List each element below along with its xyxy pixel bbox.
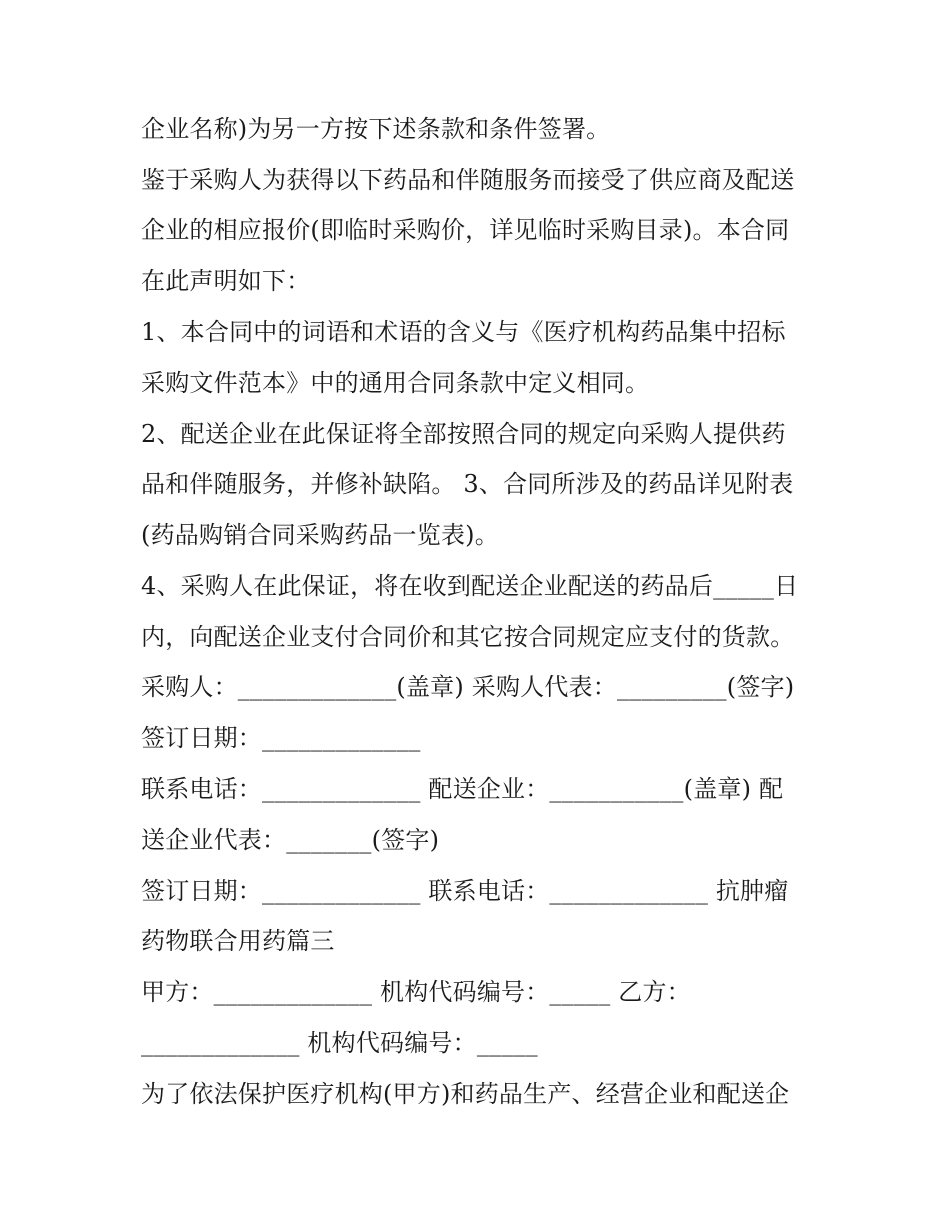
- party-line: 甲方：_____________ 机构代码编号：_____ 乙方：: [141, 978, 691, 1006]
- clause-3-line: (药品购销合同采购药品一览表)。: [141, 521, 499, 549]
- clause-1-line: 采购文件范本》中的通用合同条款中定义相同。: [141, 369, 650, 397]
- clause-1-line: 1、本合同中的词语和术语的含义与《医疗机构药品集中招标: [141, 318, 786, 346]
- clause-2-line: 品和伴随服务，并修补缺陷。 3、合同所涉及的药品详见附表: [141, 470, 794, 498]
- paragraph-line: 企业的相应报价(即临时采购价，详见临时采购目录)。本合同: [141, 216, 790, 244]
- clause-2-line: 2、配送企业在此保证将全部按照合同的规定向采购人提供药: [141, 420, 786, 448]
- paragraph-line: 在此声明如下：: [141, 267, 311, 295]
- clause-4-line: 内，向配送企业支付合同价和其它按合同规定应支付的货款。: [141, 623, 795, 651]
- paragraph-line: 为了依法保护医疗机构(甲方)和药品生产、经营企业和配送企: [141, 1080, 790, 1108]
- signature-line: 签订日期：_____________ 联系电话：_____________ 抗肿瘤: [141, 877, 789, 905]
- signature-line: 签订日期：_____________: [141, 724, 421, 752]
- party-line: _____________ 机构代码编号：_____: [141, 1029, 538, 1057]
- section-heading: 药物联合用药篇三: [141, 927, 335, 955]
- signature-line: 送企业代表：_______(签字): [141, 826, 440, 854]
- paragraph-line: 鉴于采购人为获得以下药品和伴随服务而接受了供应商及配送: [141, 166, 795, 194]
- clause-4-line: 4、采购人在此保证，将在收到配送企业配送的药品后_____日: [141, 572, 799, 600]
- signature-line: 采购人：_____________(盖章) 采购人代表：_________(签字): [141, 673, 795, 701]
- signature-line: 联系电话：_____________ 配送企业：___________(盖章) 配: [141, 775, 784, 803]
- paragraph-line: 企业名称)为另一方按下述条款和条件签署。: [141, 115, 611, 143]
